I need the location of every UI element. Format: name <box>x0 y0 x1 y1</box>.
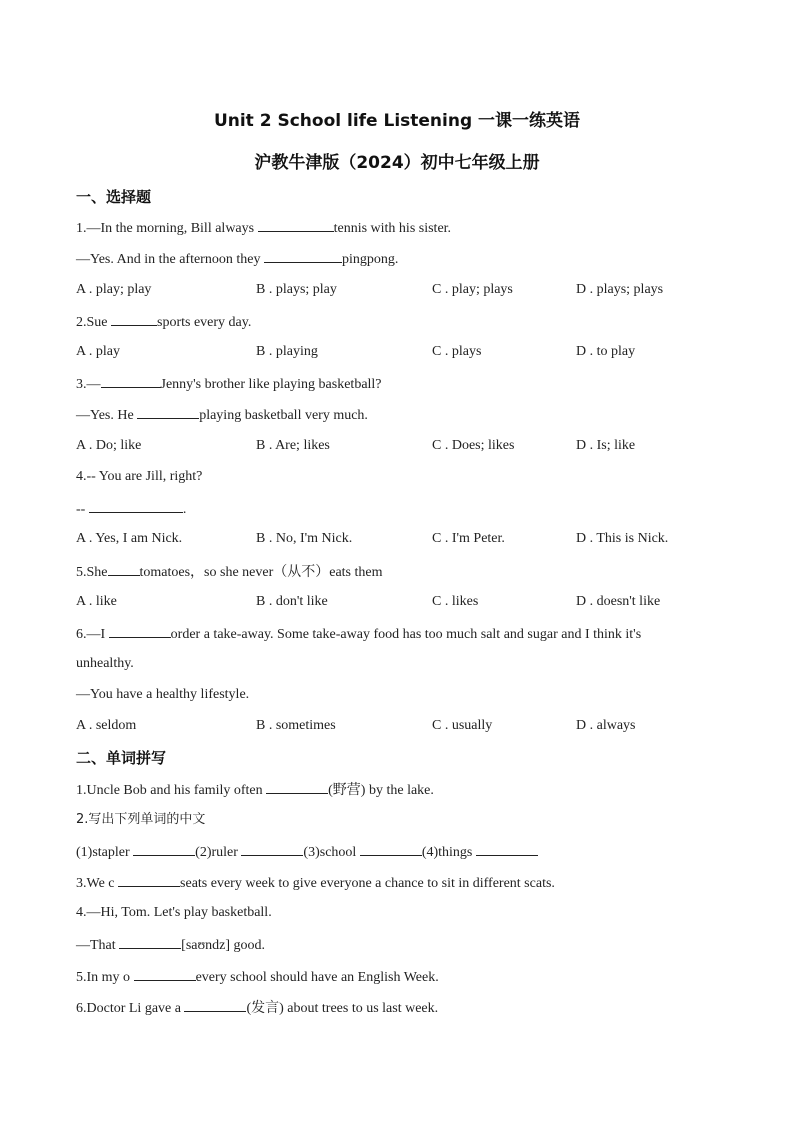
answer-blank[interactable] <box>108 562 140 576</box>
document-title: Unit 2 School life Listening 一课一练英语 <box>213 111 581 131</box>
question-2-line-1: 2.Sue sports every day. <box>76 312 251 332</box>
question-2-option-a[interactable]: A . play <box>76 344 120 359</box>
question-6-option-b[interactable]: B . sometimes <box>256 718 336 733</box>
question-4-line-1: 4.-- You are Jill, right? <box>76 469 203 484</box>
answer-blank[interactable] <box>184 998 246 1012</box>
spelling-item-2-instruction: 2.写出下列单词的中文 <box>76 812 206 827</box>
answer-blank[interactable] <box>89 499 183 513</box>
question-3-option-c[interactable]: C . Does; likes <box>432 438 515 453</box>
answer-blank[interactable] <box>476 842 538 856</box>
spelling-item-6: 6.Doctor Li gave a (发言) about trees to us last week. <box>76 998 438 1018</box>
spelling-item-2-words: (1)stapler (2)ruler (3)school (4)things <box>76 842 538 862</box>
question-1-option-a[interactable]: A . play; play <box>76 282 152 297</box>
answer-blank[interactable] <box>360 842 422 856</box>
question-4-option-d[interactable]: D . This is Nick. <box>576 531 669 546</box>
answer-blank[interactable] <box>241 842 303 856</box>
spelling-item-5: 5.In my o every school should have an English Week. <box>76 967 439 987</box>
answer-blank[interactable] <box>119 935 181 949</box>
question-3-option-a[interactable]: A . Do; like <box>76 438 142 453</box>
question-1-option-d[interactable]: D . plays; plays <box>576 282 664 297</box>
answer-blank[interactable] <box>109 624 171 638</box>
question-4-line-2: -- . <box>76 499 186 519</box>
question-4-option-c[interactable]: C . I'm Peter. <box>432 531 505 546</box>
document-subtitle: 沪教牛津版（2024）初中七年级上册 <box>254 153 540 173</box>
question-5-option-c[interactable]: C . likes <box>432 594 479 609</box>
spelling-item-3: 3.We c seats every week to give everyone a chance to sit in different scats. <box>76 873 555 893</box>
question-6-option-c[interactable]: C . usually <box>432 718 493 733</box>
question-4-option-b[interactable]: B . No, I'm Nick. <box>256 531 353 546</box>
question-5-option-a[interactable]: A . like <box>76 594 117 609</box>
spelling-item-4-line-1: 4.—Hi, Tom. Let's play basketball. <box>76 905 272 920</box>
answer-blank[interactable] <box>101 374 161 388</box>
answer-blank[interactable] <box>118 873 180 887</box>
question-1-line-2: —Yes. And in the afternoon they pingpong. <box>76 249 398 269</box>
question-6-line-2: unhealthy. <box>76 656 134 671</box>
question-3-line-2: —Yes. He playing basketball very much. <box>76 405 368 425</box>
answer-blank[interactable] <box>133 842 195 856</box>
question-4-option-a[interactable]: A . Yes, I am Nick. <box>76 531 183 546</box>
answer-blank[interactable] <box>134 967 196 981</box>
question-1-option-b[interactable]: B . plays; play <box>256 282 337 297</box>
answer-blank[interactable] <box>266 780 328 794</box>
question-1-line-1: 1.—In the morning, Bill always tennis with his sister. <box>76 218 451 238</box>
question-3-option-d[interactable]: D . Is; like <box>576 438 636 453</box>
question-6-line-1: 6.—I order a take-away. Some take-away food has too much salt and sugar and I think it's <box>76 624 641 644</box>
answer-blank[interactable] <box>264 249 342 263</box>
answer-blank[interactable] <box>111 312 157 326</box>
section-heading-multiple-choice: 一、选择题 <box>76 188 152 206</box>
question-3-option-b[interactable]: B . Are; likes <box>256 438 330 453</box>
question-5-option-b[interactable]: B . don't like <box>256 594 328 609</box>
question-2-option-c[interactable]: C . plays <box>432 344 482 359</box>
question-2-option-d[interactable]: D . to play <box>576 344 636 359</box>
question-3-line-1: 3.— Jenny's brother like playing basketball? <box>76 374 382 394</box>
question-5-option-d[interactable]: D . doesn't like <box>576 594 661 609</box>
question-5-line-1: 5.She tomatoes，so she never（从不）eats them <box>76 562 383 582</box>
spelling-item-4-line-2: —That [saʊndz] good. <box>76 935 265 955</box>
question-6-option-d[interactable]: D . always <box>576 718 636 733</box>
question-6-line-3: —You have a healthy lifestyle. <box>76 687 250 702</box>
answer-blank[interactable] <box>258 218 334 232</box>
question-6-option-a[interactable]: A . seldom <box>76 718 137 733</box>
question-2-option-b[interactable]: B . playing <box>256 344 318 359</box>
spelling-item-1: 1.Uncle Bob and his family often (野营) by the lake. <box>76 780 434 800</box>
question-1-option-c[interactable]: C . play; plays <box>432 282 513 297</box>
section-heading-spelling: 二、单词拼写 <box>76 749 167 767</box>
answer-blank[interactable] <box>137 405 199 419</box>
